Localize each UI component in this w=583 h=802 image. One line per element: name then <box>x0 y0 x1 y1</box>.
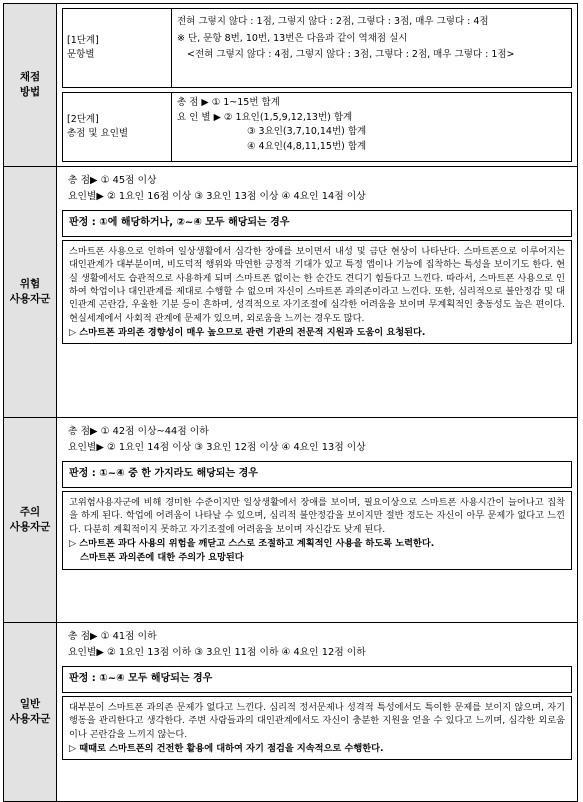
high-risk-criteria-factors: 요인별▶ ② 1요인 16점 이상 ③ 3요인 13점 이상 ④ 4요인 14점 이상 <box>68 191 366 203</box>
scoring-guide-table <box>3 3 578 802</box>
caution-description-box <box>62 491 572 570</box>
high-risk-section <box>4 166 577 417</box>
caution-criteria-total: 총 점▶ ① 42점 이상~44점 이하 <box>68 426 209 437</box>
scoring-label-line1: 채점 <box>19 70 41 83</box>
normal-judgment: 판정 : ①~④ 모두 해당되는 경우 <box>62 666 572 693</box>
step1-row <box>62 8 572 88</box>
normal-criteria-total: 총 점▶ ① 41점 이하 <box>68 631 157 642</box>
step1-line-2: ※ 단, 문항 8번, 10번, 13번은 다음과 같이 역채점 실시 <box>177 32 408 44</box>
step2-label <box>63 93 172 161</box>
normal-body <box>57 623 577 801</box>
normal-criteria <box>62 627 572 663</box>
caution-label-line1: 주의 <box>19 505 41 518</box>
step1-label <box>63 9 172 87</box>
normal-description-box <box>62 696 572 760</box>
step1-line-3: <전혀 그렇지 않다 : 4점, 그렇지 않다 : 3점, 그렇다 : 2점, 매우 그렇다 : 1점> <box>187 49 515 61</box>
step2-line-4: ④ 4요인(4,8,11,15번) 합계 <box>247 141 367 153</box>
high-risk-label-line2: 사용자군 <box>9 293 51 305</box>
step2-line-2: 요 인 별 ▶ ② 1요인(1,5,9,12,13번) 합계 <box>177 111 353 123</box>
high-risk-criteria <box>62 171 572 207</box>
caution-body <box>57 418 577 622</box>
step1-line-1: 전혀 그렇지 않다 : 1점, 그렇지 않다 : 2점, 그렇다 : 3점, 매우 그렇다 : 4점 <box>177 16 489 27</box>
caution-section <box>4 417 577 622</box>
step2-line-3: ③ 3요인(3,7,10,14번) 합계 <box>247 126 367 138</box>
normal-label-line2: 사용자군 <box>9 713 51 725</box>
normal-label <box>4 623 57 801</box>
caution-label-line2: 사용자군 <box>9 521 51 533</box>
high-risk-body <box>57 167 577 417</box>
normal-note: ▷ 때때로 스마트폰의 건전한 활용에 대하여 자기 점검을 지속적으로 수행한다. <box>69 742 384 754</box>
high-risk-description: 스마트폰 사용으로 인하여 일상생활에서 심각한 장애를 보이면서 내성 및 금단 현상이 나타난다. 스마트폰으로 이루어지는 대인관계가 대부분이며, 비도덕적 행위와 막연한 긍정적 기대가 있고 특정 앱이나 기능에 집착하는 특성을 보이기도 한다. 현실 생활에서도 습관적으로 사용하게 되며 스마트폰 없이는 한 순간도 견디기 힘들다고 느낀다. 따라서, 스마트폰 사용으로 인하여 학업이나 대인관계를 제대로 수행할 수 없으며 자신이 스마트폰 과의존이라고 느낀다. 또한, 심리적으로 불안정감 및 대인관계 곤란감, 우울한 기분 등이 흔하며, 성격적으로 자기조절에 심각한 어려움을 보이며 무계획적인 충동성도 높은 편이다. 현실세계에서 사회적 관계에 문제가 있으며, 외로움을 느끼는 경우도 많다. <box>69 245 565 324</box>
step2-content <box>172 93 571 161</box>
scoring-body <box>57 4 577 166</box>
normal-criteria-factors: 요인별▶ ② 1요인 13점 이하 ③ 3요인 11점 이하 ④ 4요인 12점 이하 <box>68 647 366 659</box>
high-risk-label <box>4 167 57 417</box>
caution-note-2: 스마트폰 과의존에 대한 주의가 요망된다 <box>80 552 244 564</box>
scoring-section <box>4 4 577 166</box>
normal-label-line1: 일반 <box>19 697 41 710</box>
step1-content <box>172 9 571 87</box>
step1-title: [1단계] <box>67 34 99 46</box>
high-risk-criteria-total: 총 점▶ ① 45점 이상 <box>68 175 157 186</box>
high-risk-label-line1: 위험 <box>19 277 41 290</box>
high-risk-judgment: 판정 : ①에 해당하거나, ②~④ 모두 해당되는 경우 <box>62 210 572 237</box>
step2-subtitle: 총점 및 요인별 <box>67 128 129 139</box>
step1-subtitle: 문항별 <box>67 49 95 60</box>
table-outer <box>3 3 578 802</box>
normal-section <box>4 622 577 801</box>
caution-criteria-factors: 요인별▶ ② 1요인 14점 이상 ③ 3요인 12점 이상 ④ 4요인 13점 이상 <box>68 442 366 454</box>
step2-title: [2단계] <box>67 113 99 125</box>
caution-note-1: ▷ 스마트폰 과다 사용의 위험을 깨닫고 스스로 조절하고 계획적인 사용을 하도록 노력한다. <box>69 537 435 549</box>
caution-description: 고위험사용자군에 비해 경미한 수준이지만 일상생활에서 장애를 보이며, 필요이상으로 스마트폰 사용시간이 늘어나고 집착을 하게 된다. 학업에 어려움이 나타날 수 있으며, 심리적 불안정감을 보이지만 절반 정도는 자신이 아무 문제가 없다고 느낀다. 다분히 계획적이지 못하고 자기조절에 어려움을 보이며 자신감도 낮게 된다. <box>69 496 565 535</box>
caution-label <box>4 418 57 622</box>
scoring-label-line2: 방법 <box>19 86 41 98</box>
high-risk-note: ▷ 스마트폰 과의존 경향성이 매우 높으므로 관련 기관의 전문적 지원과 도움이 요청된다. <box>69 326 426 338</box>
caution-judgment: 판정 : ①~④ 중 한 가지라도 해당되는 경우 <box>62 461 572 488</box>
scoring-label <box>4 4 57 166</box>
normal-description: 대부분이 스마트폰 과의존 문제가 없다고 느낀다. 심리적 정서문제나 성격적 특성에서도 특이한 문제를 보이지 않으며, 자기행동을 관리한다고 생각한다. 주변 사람들과의 대인관계에서도 자신이 충분한 지원을 얻을 수 있다고 느끼며, 심각한 외로움이나 곤란감을 느끼지 않는다. <box>69 701 565 740</box>
step2-line-1: 총 점 ▶ ① 1~15번 합계 <box>177 97 280 108</box>
high-risk-description-box <box>62 240 572 344</box>
step2-row <box>62 92 572 162</box>
caution-criteria <box>62 422 572 458</box>
